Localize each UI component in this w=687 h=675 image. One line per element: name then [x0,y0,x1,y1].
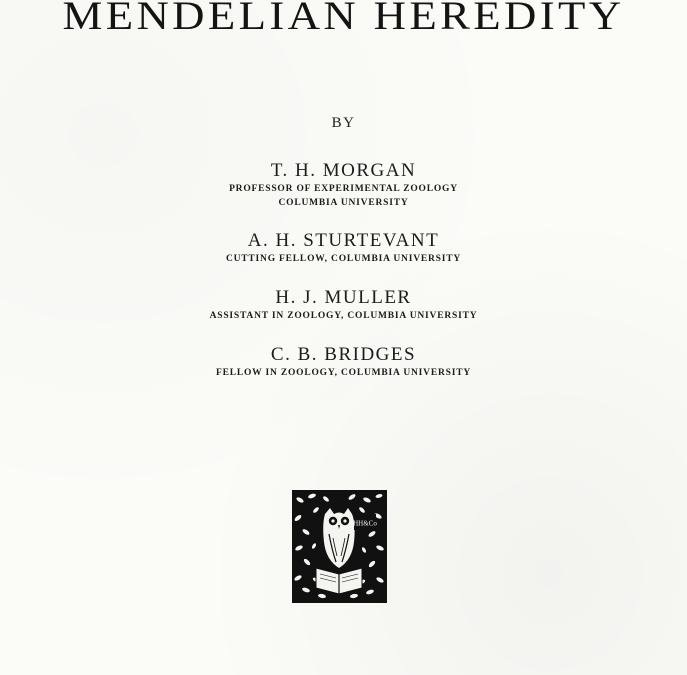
author-block-muller [0,287,687,323]
by-line: BY [331,115,356,131]
author-name: C. B. BRIDGES [270,344,417,365]
author-affiliation: FELLOW IN ZOOLOGY, COLUMBIA UNIVERSITY [215,368,472,378]
book-title: MENDELIAN HEREDITY [62,0,625,38]
author-name: H. J. MULLER [275,287,412,308]
device-monogram: HH&Co [353,519,377,528]
author-name: A. H. STURTEVANT [247,230,440,251]
author-block-morgan [0,160,687,210]
author-block-bridges [0,344,687,380]
author-name: T. H. MORGAN [270,160,417,181]
author-affiliation: CUTTING FELLOW, COLUMBIA UNIVERSITY [225,254,462,264]
author-affiliation: ASSISTANT IN ZOOLOGY, COLUMBIA UNIVERSITY [209,311,478,321]
author-affiliation: PROFESSOR OF EXPERIMENTAL ZOOLOGY [229,184,458,194]
owl-on-book-device-icon [292,490,387,603]
author-block-sturtevant [0,230,687,266]
author-affiliation: COLUMBIA UNIVERSITY [278,198,409,208]
